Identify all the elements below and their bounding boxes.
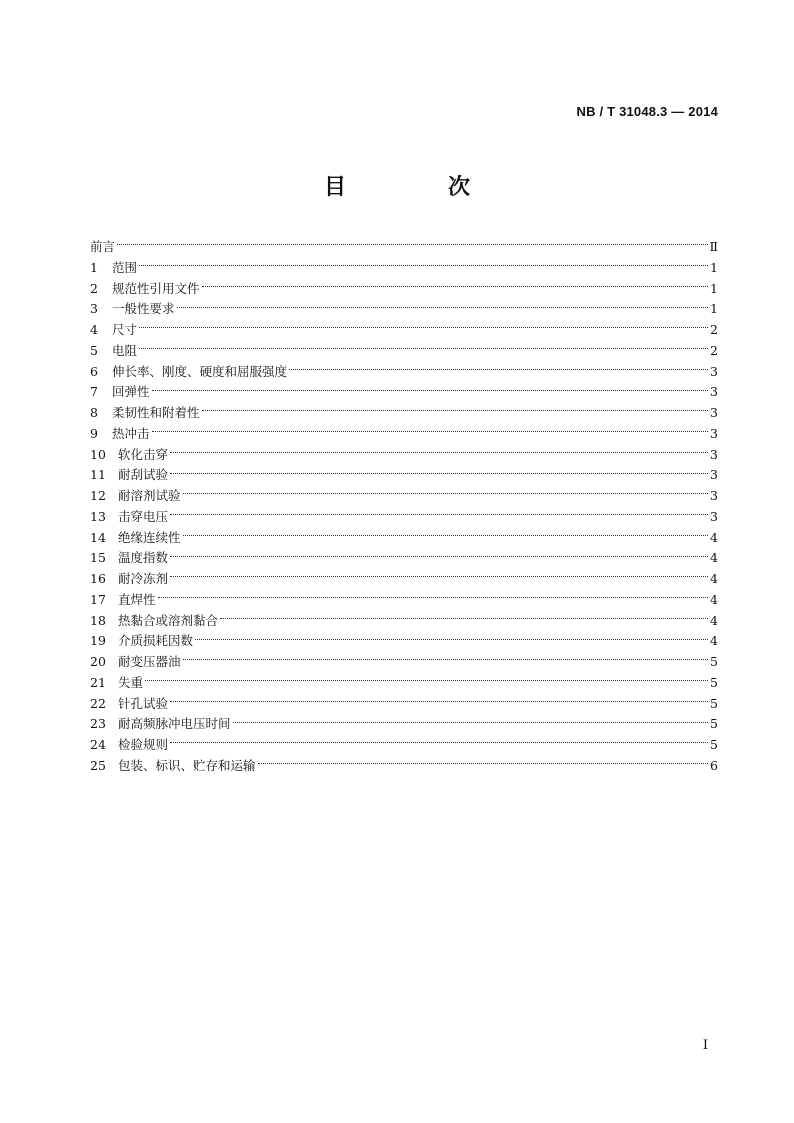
toc-entry-number: 21 xyxy=(90,674,106,690)
toc-entry-page: 1 xyxy=(710,301,718,317)
toc-entry-number: 14 xyxy=(90,529,106,545)
toc-entry-title: 针孔试验 xyxy=(118,695,169,711)
toc-entry-number: 19 xyxy=(90,633,106,649)
toc-entry[interactable] xyxy=(90,258,718,279)
toc-dot-leader xyxy=(289,368,708,370)
toc-entry-page: 1 xyxy=(710,280,718,296)
toc-entry-title: 热冲击 xyxy=(112,425,150,441)
toc-entry[interactable] xyxy=(90,362,718,383)
toc-entry-number: 4 xyxy=(90,322,98,337)
toc-entry-number: 9 xyxy=(90,425,98,441)
standard-number: NB / T 31048.3 — 2014 xyxy=(576,104,718,119)
toc-dot-leader xyxy=(170,555,708,557)
toc-dot-leader xyxy=(170,513,708,515)
toc-entry[interactable] xyxy=(90,694,718,715)
toc-entry-title: 一般性要求 xyxy=(112,301,175,317)
toc-entry-number: 15 xyxy=(90,550,106,566)
toc-entry-title: 检验规则 xyxy=(118,737,169,752)
toc-entry-page: 2 xyxy=(710,322,718,337)
toc-entry[interactable] xyxy=(90,714,718,735)
toc-entry-number: 10 xyxy=(90,446,106,462)
toc-dot-leader xyxy=(170,451,708,453)
toc-entry-title: 规范性引用文件 xyxy=(112,280,200,296)
toc-dot-leader xyxy=(258,762,708,764)
toc-entry-page: 3 xyxy=(710,425,718,441)
toc-entry[interactable] xyxy=(90,652,718,673)
toc-entry-title: 温度指数 xyxy=(118,550,169,566)
toc-dot-leader xyxy=(220,617,708,619)
toc-entry[interactable] xyxy=(90,569,718,590)
toc-dot-leader xyxy=(202,409,708,411)
toc-entry-title: 耐溶剂试验 xyxy=(118,488,181,503)
toc-entry-number: 7 xyxy=(90,384,98,400)
toc-entry-page: 3 xyxy=(710,446,718,462)
toc-entry[interactable] xyxy=(90,382,718,403)
toc-dot-leader xyxy=(195,638,708,640)
toc-entry-page: 3 xyxy=(710,384,718,400)
toc-entry-page: 3 xyxy=(710,488,718,503)
toc-dot-leader xyxy=(183,658,708,660)
toc-dot-leader xyxy=(170,700,708,702)
toc-entry-number: 6 xyxy=(90,363,98,379)
toc-entry[interactable] xyxy=(90,465,718,486)
toc-dot-leader xyxy=(183,492,708,494)
toc-entry-page: 5 xyxy=(710,737,718,752)
toc-entry[interactable] xyxy=(90,320,718,341)
toc-entry[interactable] xyxy=(90,507,718,528)
toc-entry[interactable] xyxy=(90,424,718,445)
toc-dot-leader xyxy=(170,741,708,743)
toc-dot-leader xyxy=(170,575,708,577)
page-title: 目 次 xyxy=(323,174,510,200)
toc-entry[interactable] xyxy=(90,237,718,258)
toc-entry-title: 耐刮试验 xyxy=(118,467,169,483)
toc-entry-page: 3 xyxy=(710,405,718,420)
toc-entry-number: 17 xyxy=(90,591,106,607)
toc-entry-number: 1 xyxy=(90,259,98,275)
toc-entry-title: 伸长率、刚度、硬度和屈服强度 xyxy=(112,363,288,379)
toc-entry-page: 3 xyxy=(710,508,718,524)
toc-entry[interactable] xyxy=(90,735,718,756)
toc-entry-title: 范围 xyxy=(112,259,138,275)
toc-entry-title: 耐变压器油 xyxy=(118,654,181,669)
toc-entry-number: 12 xyxy=(90,488,106,503)
toc-dot-leader xyxy=(177,306,708,308)
toc-entry[interactable] xyxy=(90,611,718,632)
toc-dot-leader xyxy=(170,472,708,474)
toc-entry[interactable] xyxy=(90,548,718,569)
toc-dot-leader xyxy=(117,243,707,245)
toc-entry-number: 11 xyxy=(90,467,106,483)
toc-entry-title: 直焊性 xyxy=(118,591,156,607)
toc-entry[interactable] xyxy=(90,445,718,466)
table-of-contents xyxy=(90,237,718,777)
toc-entry-title: 绝缘连续性 xyxy=(118,529,181,545)
toc-entry[interactable] xyxy=(90,486,718,507)
toc-entry-number: 24 xyxy=(90,737,106,752)
toc-dot-leader xyxy=(152,389,708,391)
toc-dot-leader xyxy=(158,596,708,598)
toc-entry-title: 耐冷冻剂 xyxy=(118,571,169,586)
toc-entry[interactable] xyxy=(90,631,718,652)
toc-entry-number: 8 xyxy=(90,405,98,420)
toc-entry-title: 回弹性 xyxy=(112,384,150,400)
toc-dot-leader xyxy=(202,285,708,287)
toc-dot-leader xyxy=(152,430,708,432)
toc-entry[interactable] xyxy=(90,756,718,777)
toc-entry-page: 3 xyxy=(710,467,718,483)
toc-entry-page: 4 xyxy=(710,591,718,607)
toc-entry[interactable] xyxy=(90,299,718,320)
toc-dot-leader xyxy=(233,721,708,723)
toc-entry-number: 20 xyxy=(90,654,106,669)
toc-entry-title: 柔韧性和附着性 xyxy=(112,405,200,420)
toc-dot-leader xyxy=(139,347,708,349)
page-number: I xyxy=(702,1038,708,1053)
toc-entry-page: 4 xyxy=(710,571,718,586)
toc-entry-number: 3 xyxy=(90,301,98,317)
toc-entry-page: 6 xyxy=(710,757,718,773)
toc-entry-number: 16 xyxy=(90,571,106,586)
toc-entry-number: 22 xyxy=(90,695,106,711)
toc-entry-title: 热黏合或溶剂黏合 xyxy=(118,612,219,628)
toc-dot-leader xyxy=(139,326,708,328)
toc-entry-page: 4 xyxy=(710,633,718,649)
toc-entry-number: 13 xyxy=(90,508,106,524)
toc-entry-number: 25 xyxy=(90,757,106,773)
toc-entry-page: 5 xyxy=(710,716,718,732)
toc-entry-page: 5 xyxy=(710,695,718,711)
toc-entry-page: 4 xyxy=(710,529,718,545)
toc-entry[interactable] xyxy=(90,528,718,549)
toc-entry[interactable] xyxy=(90,403,718,424)
toc-dot-leader xyxy=(145,679,708,681)
toc-dot-leader xyxy=(139,264,708,266)
toc-entry-number: 5 xyxy=(90,342,98,358)
toc-entry-title: 击穿电压 xyxy=(118,508,169,524)
toc-entry-page: 5 xyxy=(710,674,718,690)
toc-entry-page: 5 xyxy=(710,654,718,669)
toc-entry-page: 4 xyxy=(710,612,718,628)
toc-entry-title: 尺寸 xyxy=(112,322,138,337)
toc-entry-page: 1 xyxy=(710,259,718,275)
toc-entry[interactable] xyxy=(90,673,718,694)
toc-entry-number: 23 xyxy=(90,716,106,732)
toc-entry-title: 软化击穿 xyxy=(118,446,169,462)
toc-dot-leader xyxy=(183,534,708,536)
toc-entry-title: 包装、标识、贮存和运输 xyxy=(118,757,256,773)
toc-entry-page: Ⅱ xyxy=(709,239,718,254)
toc-entry-page: 3 xyxy=(710,363,718,379)
toc-entry-number: 18 xyxy=(90,612,106,628)
toc-entry-title: 失重 xyxy=(118,674,144,690)
toc-entry-title: 电阻 xyxy=(112,342,138,358)
toc-entry-page: 2 xyxy=(710,342,718,358)
toc-entry-page: 4 xyxy=(710,550,718,566)
toc-entry[interactable] xyxy=(90,590,718,611)
toc-entry[interactable] xyxy=(90,341,718,362)
toc-entry[interactable] xyxy=(90,279,718,300)
toc-entry-title: 介质损耗因数 xyxy=(118,633,194,649)
toc-entry-number: 2 xyxy=(90,280,98,296)
toc-entry-title: 前言 xyxy=(90,239,116,254)
toc-entry-title: 耐高频脉冲电压时间 xyxy=(118,716,231,732)
